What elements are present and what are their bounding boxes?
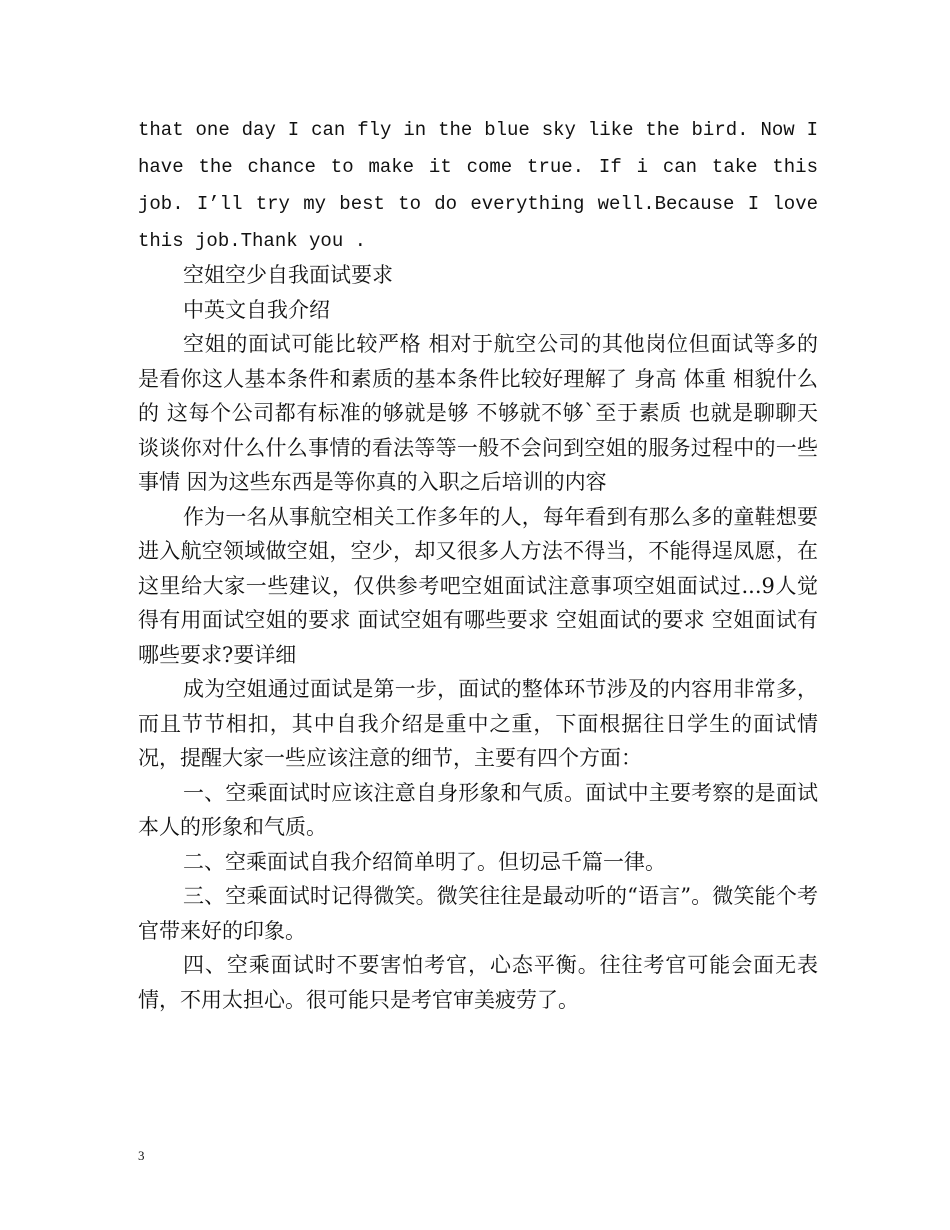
list-item-appearance: 一、空乘面试时应该注意自身形象和气质。面试中主要考察的是面试本人的形象和气质。 xyxy=(138,780,818,839)
list-item-smile: 三、空乘面试时记得微笑。微笑往往是最动听的“语言”。微笑能个考官带来好的印象。 xyxy=(138,884,818,943)
section-heading-requirements: 空姐空少自我面试要求 xyxy=(183,263,393,287)
page-number: 3 xyxy=(138,1148,145,1163)
paragraph-first-step: 成为空姐通过面试是第一步，面试的整体环节涉及的内容用非常多，而且节节相扣，其中自我介绍是重中之重，下面根据往日学生的面试情况，提醒大家一些应该注意的细节，主要有四个方面： xyxy=(138,677,818,770)
section-heading-intro: 中英文自我介绍 xyxy=(183,297,330,322)
list-item-calm: 四、空乘面试时不要害怕考官，心态平衡。往往考官可能会面无表情，不用太担心。很可能只是考官审美疲劳了。 xyxy=(138,953,818,1012)
list-item-introduction: 二、空乘面试自我介绍简单明了。但切忌千篇一律。 xyxy=(183,849,666,874)
paragraph-advice: 作为一名从事航空相关工作多年的人，每年看到有那么多的童鞋想要进入航空领域做空姐，空少，却又很多人方法不得当，不能得逞凤愿，在这里给大家一些建议，仅供参考吧空姐面试注意事项空姐面试过...9人觉得有用面试空姐的要求 面试空姐有哪些要求 空姐面试的要求 空姐面试有哪些要求?要详细 xyxy=(138,504,818,667)
chinese-body xyxy=(138,258,818,1017)
paragraph-interview-strict: 空姐的面试可能比较严格 相对于航空公司的其他岗位但面试等多的是看你这人基本条件和素质的基本条件比较好理解了 身高 体重 相貌什么的 这每个公司都有标准的够就是够 不够就不够`至于素质 也就是聊聊天 谈谈你对什么什么事情的看法等等一般不会问到空姐的服务过程中的一些事情 因为这些东西是等你真的入职之后培训的内容 xyxy=(138,332,818,494)
english-paragraph: that one day I can fly in the blue sky like the bird. Now I have the chance to make it come true. If i can take this job. I’ll try my best to do everything well.Because I love this job.Thank you . xyxy=(138,119,818,252)
